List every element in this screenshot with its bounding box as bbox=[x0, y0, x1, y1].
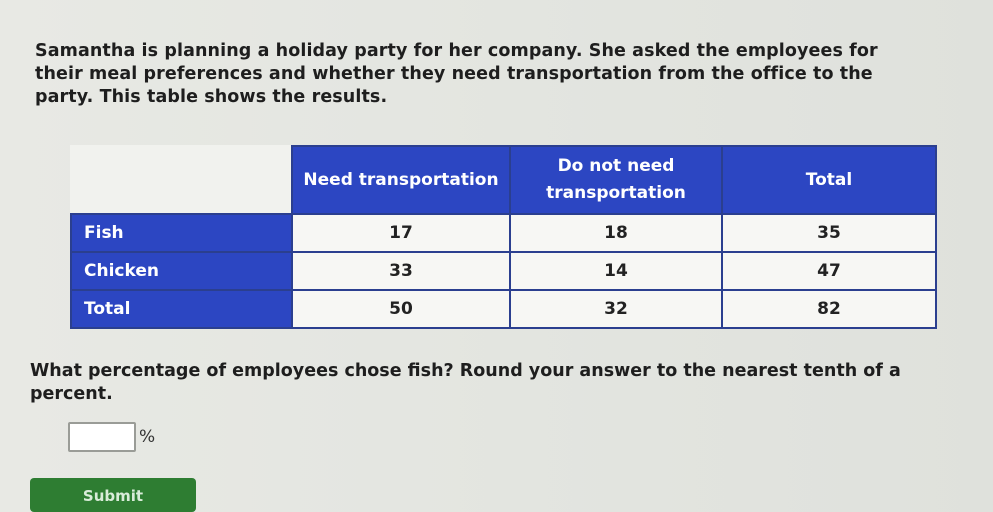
cell-fish-do-not-need: 18 bbox=[510, 214, 722, 252]
percent-unit-label: % bbox=[139, 427, 156, 447]
row-label-fish: Fish bbox=[71, 214, 292, 252]
submit-button[interactable]: Submit bbox=[30, 478, 196, 512]
table-row bbox=[71, 290, 936, 328]
header-do-not-need-transportation: Do not need transportation bbox=[510, 146, 722, 214]
table-row bbox=[71, 214, 936, 252]
answer-input[interactable] bbox=[68, 422, 136, 452]
header-need-transportation: Need transportation bbox=[292, 146, 510, 214]
row-label-chicken: Chicken bbox=[71, 252, 292, 290]
cell-grand-total: 82 bbox=[722, 290, 936, 328]
cell-fish-total: 35 bbox=[722, 214, 936, 252]
table-corner-cell bbox=[71, 146, 292, 214]
row-label-total: Total bbox=[71, 290, 292, 328]
results-table bbox=[70, 145, 937, 329]
question-text: What percentage of employees chose fish? Round your answer to the nearest tenth of a percent. bbox=[30, 361, 901, 404]
cell-total-do-not-need: 32 bbox=[510, 290, 722, 328]
header-total: Total bbox=[722, 146, 936, 214]
cell-chicken-need: 33 bbox=[292, 252, 510, 290]
cell-fish-need: 17 bbox=[292, 214, 510, 252]
table-row bbox=[71, 252, 936, 290]
answer-row bbox=[68, 422, 155, 452]
cell-chicken-do-not-need: 14 bbox=[510, 252, 722, 290]
table-header-row bbox=[71, 146, 936, 214]
cell-total-need: 50 bbox=[292, 290, 510, 328]
problem-intro: Samantha is planning a holiday party for her company. She asked the employees for their meal preferences and whether they need transportation from the office to the party. This table shows the results. bbox=[35, 41, 878, 107]
cell-chicken-total: 47 bbox=[722, 252, 936, 290]
